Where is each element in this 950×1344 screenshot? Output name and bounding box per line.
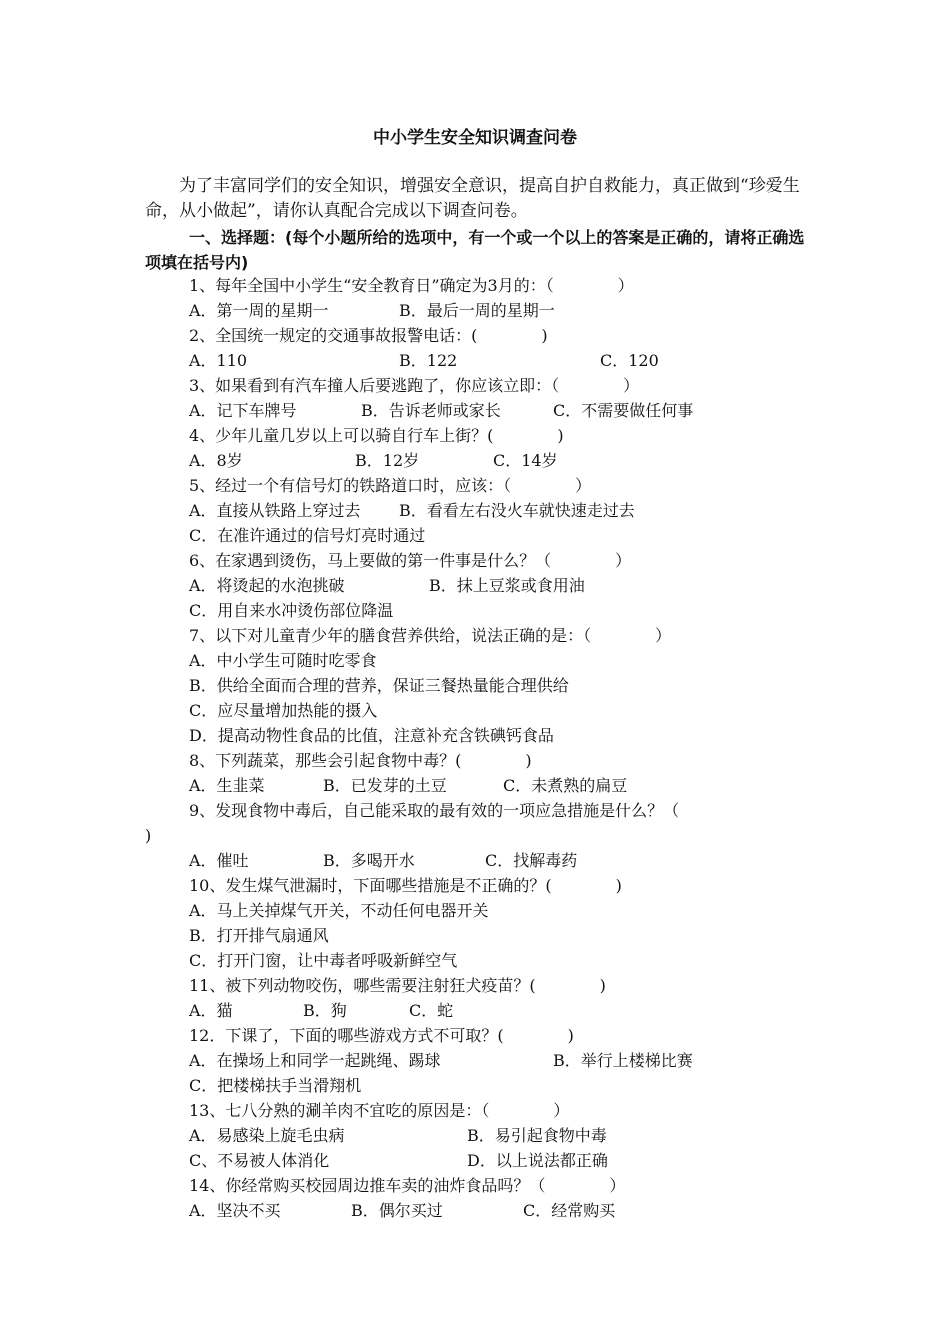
intro-paragraph: 为了丰富同学们的安全知识，增强安全意识，提高自护自救能力，真正做到“珍爱生命，从小做起”，请你认真配合完成以下调查问卷。 — [145, 176, 800, 221]
option-row — [145, 573, 815, 598]
option-row — [145, 523, 815, 548]
option-a: A．坚决不买 — [189, 1201, 281, 1220]
option-c: C．找解毒药 — [485, 851, 578, 870]
option-row — [145, 498, 815, 523]
question-list — [145, 273, 815, 1223]
option-b: B．122 — [399, 351, 458, 370]
page-title: 中小学生安全知识调查问卷 — [373, 128, 577, 148]
option-b: B．狗 — [303, 1001, 347, 1020]
option-a: A．将烫起的水泡挑破 — [189, 576, 345, 595]
option-b: B．最后一周的星期一 — [399, 301, 555, 320]
option-row — [145, 298, 815, 323]
question-12: 12．下课了，下面的哪些游戏方式不可取？( ) — [189, 1026, 574, 1045]
option-c: C．不需要做任何事 — [553, 401, 694, 420]
option-row — [145, 1198, 815, 1223]
option-a: A．猫 — [189, 1001, 233, 1020]
option-b: B．多喝开水 — [323, 851, 415, 870]
option-b: B．已发芽的土豆 — [323, 776, 447, 795]
option-a: B．打开排气扇通风 — [189, 926, 329, 945]
option-b: B．告诉老师或家长 — [361, 401, 501, 420]
question-13: 13、七八分熟的涮羊肉不宜吃的原因是：（ ） — [189, 1101, 570, 1120]
option-c: C．蛇 — [409, 1001, 454, 1020]
option-b: B．举行上楼梯比赛 — [553, 1051, 693, 1070]
question-8: 8、下列蔬菜，那些会引起食物中毒？( ) — [189, 751, 532, 770]
question-11: 11、被下列动物咬伤，哪些需要注射狂犬疫苗？( ) — [189, 976, 606, 995]
option-row — [145, 673, 815, 698]
option-c: C．14岁 — [493, 451, 558, 470]
option-row — [145, 898, 815, 923]
option-row — [145, 348, 815, 373]
option-a: A．生韭菜 — [189, 776, 265, 795]
option-row — [145, 948, 815, 973]
option-b: B．看看左右没火车就快速走过去 — [399, 501, 635, 520]
question-4: 4、少年儿童几岁以上可以骑自行车上街？( ) — [189, 426, 564, 445]
option-c: C．120 — [600, 351, 659, 370]
option-a: A．在操场上和同学一起跳绳、踢球 — [189, 1051, 441, 1070]
question-7: 7、以下对儿童青少年的膳食营养供给，说法正确的是：（ ） — [189, 626, 672, 645]
question-9: 9、发现食物中毒后，自己能采取的最有效的一项应急措施是什么？（ — [189, 801, 680, 820]
question-10: 10、发生煤气泄漏时，下面哪些措施是不正确的？( ) — [189, 876, 622, 895]
option-a: A．易感染上旋毛虫病 — [189, 1126, 345, 1145]
option-row — [145, 998, 815, 1023]
question-6: 6、在家遇到烫伤，马上要做的第一件事是什么？（ ） — [189, 551, 632, 570]
question-5: 5、经过一个有信号灯的铁路道口时，应该：（ ） — [189, 476, 592, 495]
option-row — [145, 848, 815, 873]
option-row — [145, 1048, 815, 1073]
question-2: 2、全国统一规定的交通事故报警电话：( ) — [189, 326, 548, 345]
option-a: A．中小学生可随时吃零食 — [189, 651, 377, 670]
option-a: A．110 — [189, 351, 248, 370]
option-a: C．打开门窗，让中毒者呼吸新鲜空气 — [189, 951, 458, 970]
option-b: D．以上说法都正确 — [467, 1151, 608, 1170]
option-b: B．12岁 — [355, 451, 420, 470]
option-a: A．第一周的星期一 — [189, 301, 329, 320]
option-c: C．未煮熟的扁豆 — [503, 776, 628, 795]
option-row — [145, 1073, 815, 1098]
option-row — [145, 773, 815, 798]
option-a: A．催吐 — [189, 851, 249, 870]
question-1: 1、每年全国中小学生“安全教育日”确定为3月的：（ ） — [189, 276, 634, 295]
option-row — [145, 398, 815, 423]
option-a: A．马上关掉煤气开关，不动任何电器开关 — [189, 901, 489, 920]
option-a: C．在准许通过的信号灯亮时通过 — [189, 526, 426, 545]
option-row — [145, 723, 815, 748]
option-a: A．8岁 — [189, 451, 243, 470]
option-row — [145, 1123, 815, 1148]
option-a: C．用自来水冲烫伤部位降温 — [189, 601, 394, 620]
question-14: 14、你经常购买校园周边推车卖的油炸食品吗？（ ） — [189, 1176, 626, 1195]
option-b: B．偶尔买过 — [351, 1201, 443, 1220]
option-a: B．供给全面而合理的营养，保证三餐热量能合理供给 — [189, 676, 569, 695]
option-row — [145, 598, 815, 623]
option-row — [145, 648, 815, 673]
option-a: C、不易被人体消化 — [189, 1151, 330, 1170]
option-row — [145, 448, 815, 473]
option-a: A．直接从铁路上穿过去 — [189, 501, 361, 520]
option-b: B．易引起食物中毒 — [467, 1126, 607, 1145]
option-row — [145, 698, 815, 723]
option-a: C．应尽量增加热能的摄入 — [189, 701, 378, 720]
section-heading: 一、选择题：(每个小题所给的选项中，有一个或一个以上的答案是正确的，请将正确选项填在括号内) — [145, 228, 805, 272]
option-a: D．提高动物性食品的比值，注意补充含铁碘钙食品 — [189, 726, 554, 745]
option-a: A．记下车牌号 — [189, 401, 297, 420]
option-row — [145, 923, 815, 948]
option-row — [145, 1148, 815, 1173]
option-b: B．抹上豆浆或食用油 — [429, 576, 585, 595]
option-c: C．经常购买 — [523, 1201, 616, 1220]
question-9-continuation: ) — [145, 826, 152, 845]
question-3: 3、如果看到有汽车撞人后要逃跑了，你应该立即：（ ） — [189, 376, 640, 395]
option-a: C．把楼梯扶手当滑翔机 — [189, 1076, 362, 1095]
